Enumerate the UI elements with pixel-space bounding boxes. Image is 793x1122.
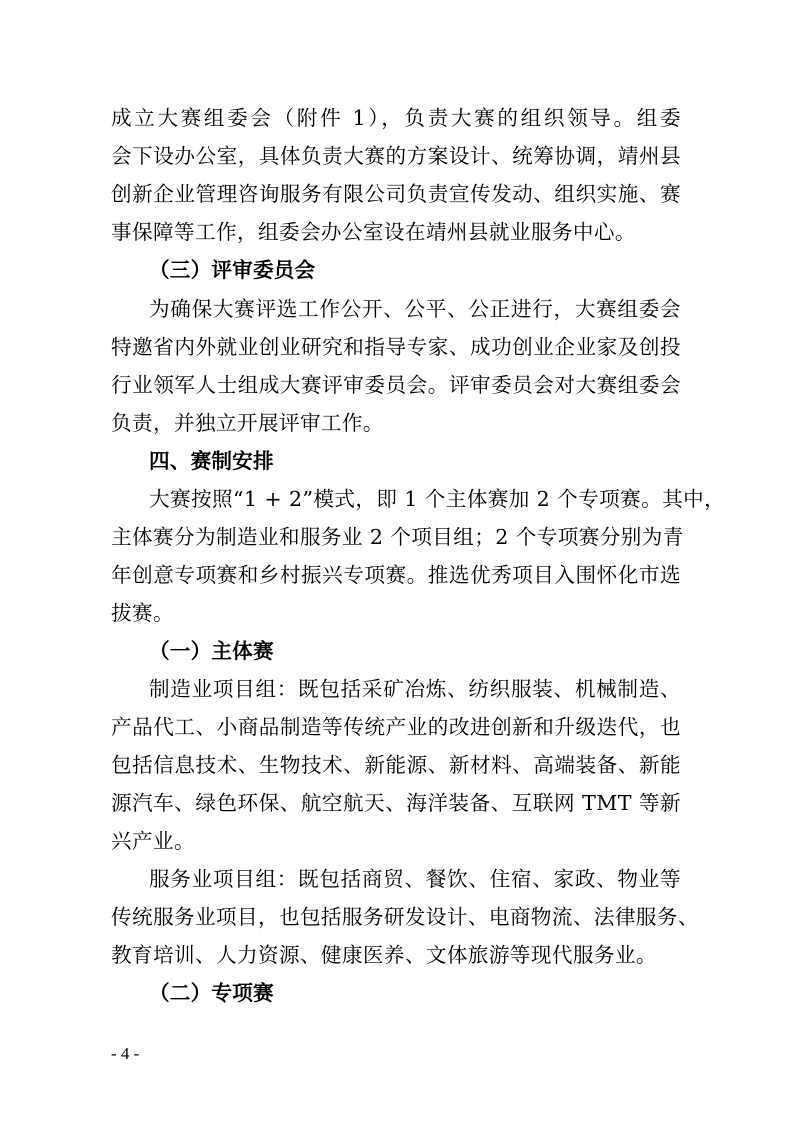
paragraph-line: 制造业项目组：既包括采矿冶炼、纺织服装、机械制造、 (149, 677, 681, 701)
paragraph-line: 拔赛。 (111, 601, 174, 625)
paragraph-line: 会下设办公室，具体负责大赛的方案设计、统筹协调，靖州县 (111, 144, 681, 168)
paragraph-line: 成立大赛组委会（附件 1），负责大赛的组织领导。组委 (111, 106, 681, 130)
section-heading: （二）专项赛 (149, 981, 274, 1005)
paragraph-line: 主体赛分为制造业和服务业 2 个项目组；2 个专项赛分别为青 (111, 525, 684, 549)
paragraph-line: 负责，并独立开展评审工作。 (111, 411, 384, 435)
section-heading: 四、赛制安排 (149, 449, 274, 473)
section-heading: （三）评审委员会 (149, 258, 316, 282)
paragraph-line: 特邀省内外就业创业研究和指导专家、成功创业企业家及创投 (111, 335, 681, 359)
paragraph-line: 创新企业管理咨询服务有限公司负责宣传发动、组织实施、赛 (111, 182, 681, 206)
paragraph-line: 服务业项目组：既包括商贸、餐饮、住宿、家政、物业等 (149, 867, 681, 891)
section-heading: （一）主体赛 (149, 639, 274, 663)
paragraph-line: 事保障等工作，组委会办公室设在靖州县就业服务中心。 (111, 220, 636, 244)
paragraph-line: 年创意专项赛和乡村振兴专项赛。推选优秀项目入围怀化市选 (111, 563, 681, 587)
paragraph-line: 行业领军人士组成大赛评审委员会。评审委员会对大赛组委会 (111, 373, 681, 397)
paragraph-line: 包括信息技术、生物技术、新能源、新材料、高端装备、新能 (111, 753, 681, 777)
paragraph-line: 兴产业。 (111, 829, 195, 853)
paragraph-line: 传统服务业项目，也包括服务研发设计、电商物流、法律服务、 (111, 905, 699, 929)
paragraph-line: 教育培训、人力资源、健康医养、文体旅游等现代服务业。 (111, 943, 657, 967)
paragraph-line: 大赛按照“1 + 2”模式，即 1 个主体赛加 2 个专项赛。其中， (149, 487, 726, 511)
paragraph-line: 为确保大赛评选工作公开、公平、公正进行，大赛组委会 (149, 297, 681, 321)
paragraph-line: 产品代工、小商品制造等传统产业的改进创新和升级迭代，也 (111, 715, 681, 739)
page-number: - 4 - (111, 1044, 140, 1063)
paragraph-line: 源汽车、绿色环保、航空航天、海洋装备、互联网 TMT 等新 (111, 791, 681, 815)
